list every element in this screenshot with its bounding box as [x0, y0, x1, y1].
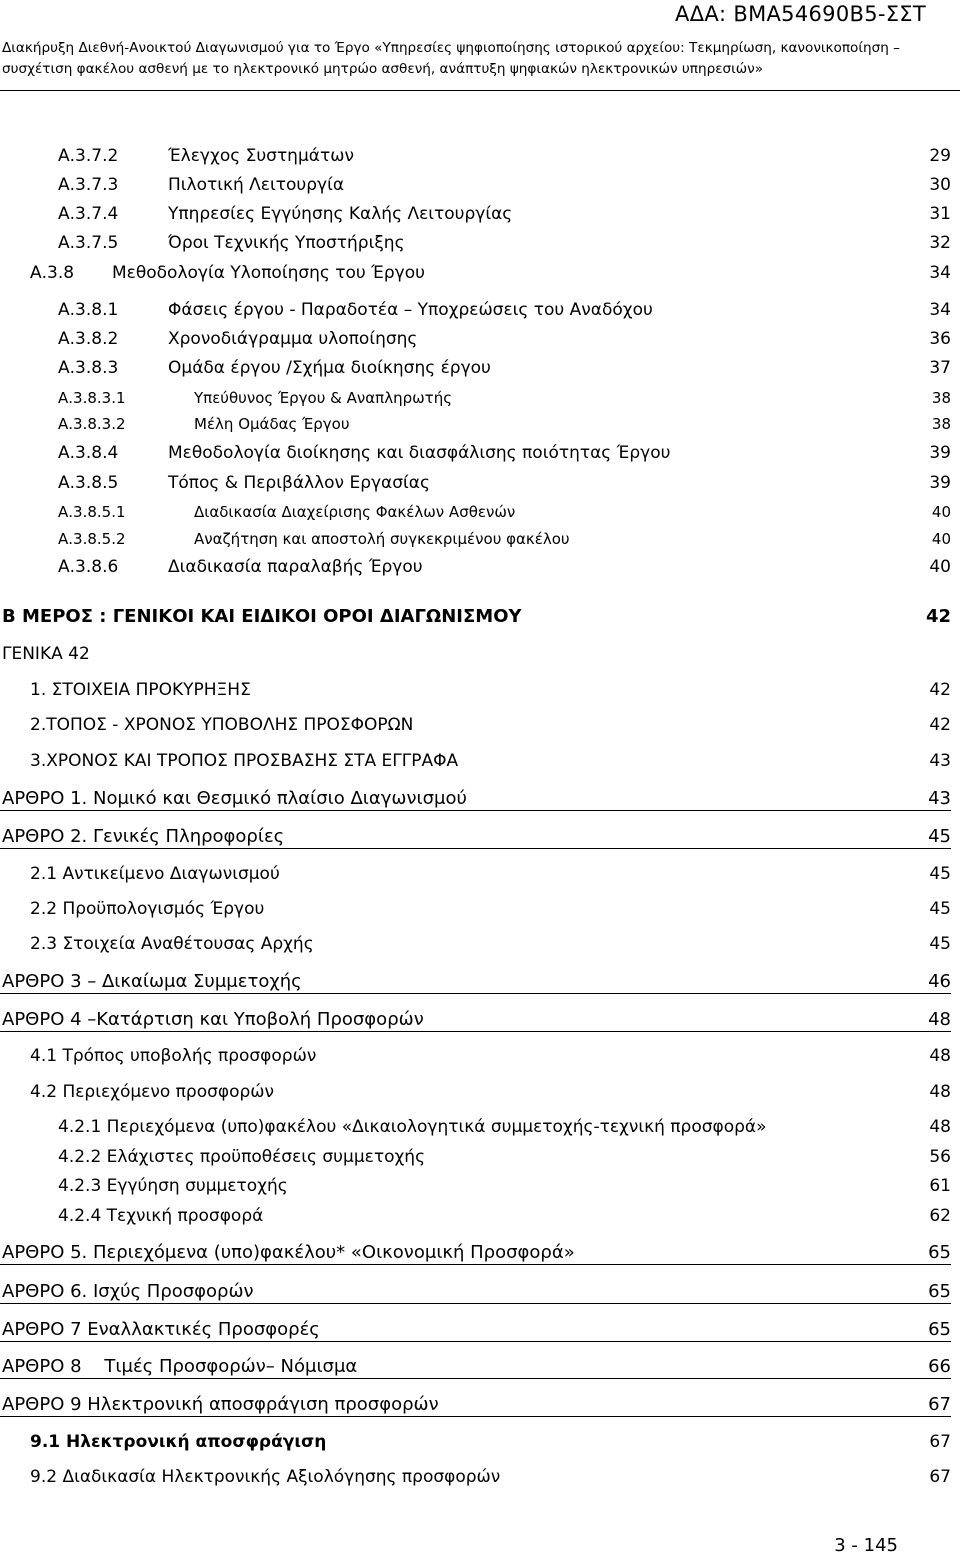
toc-page: 40 — [931, 530, 951, 548]
toc-text: Μεθοδολογία Υλοποίησης του Έργου — [112, 263, 425, 283]
article-row[interactable] — [0, 971, 960, 1001]
underline — [0, 993, 951, 994]
toc-row[interactable] — [0, 146, 960, 176]
toc-page: 48 — [929, 1117, 951, 1137]
toc-page: 61 — [929, 1176, 951, 1196]
toc-text: 4.2 Περιεχόμενο προσφορών — [30, 1082, 275, 1102]
toc-page: 37 — [929, 358, 951, 378]
toc-text: Διαδικασία παραλαβής Έργου — [168, 557, 423, 577]
toc-id: Α.3.8.3.1 — [58, 389, 126, 407]
article-text: ΑΡΘΡΟ 9 Ηλεκτρονική αποσφράγιση προσφορών — [2, 1394, 439, 1415]
toc-page: 38 — [931, 415, 951, 433]
article-row[interactable] — [0, 1319, 960, 1349]
toc-text: Υπεύθυνος Έργου & Αναπληρωτής — [194, 389, 453, 407]
toc-row[interactable] — [0, 680, 960, 710]
toc-row[interactable] — [0, 864, 960, 894]
toc-id: Α.3.8.1 — [58, 300, 119, 320]
toc-text: 2.3 Στοιχεία Αναθέτουσας Αρχής — [30, 934, 314, 954]
toc-row[interactable] — [0, 1117, 960, 1147]
article-page: 66 — [928, 1356, 951, 1377]
article-page: 45 — [928, 826, 951, 847]
article-row[interactable] — [0, 1281, 960, 1311]
article-page: 65 — [928, 1242, 951, 1263]
header-title-line2: συσχέτιση φακέλου ασθενή με το ηλεκτρονικό μητρώο ασθενή, ανάπτυξη ψηφιακών ηλεκτρονικών υπηρεσιών» — [2, 61, 764, 77]
toc-row[interactable] — [0, 175, 960, 205]
toc-id: Α.3.7.2 — [58, 146, 119, 166]
toc-id: Α.3.8.5 — [58, 473, 119, 493]
toc-id: Α.3.8.5.2 — [58, 530, 126, 548]
underline — [0, 848, 951, 849]
toc-text: Τόπος & Περιβάλλον Εργασίας — [168, 473, 430, 493]
toc-id: Α.3.8 — [30, 263, 75, 283]
toc-page: 36 — [929, 329, 951, 349]
toc-text: Μεθοδολογία διοίκησης και διασφάλισης ποιότητας Έργου — [168, 443, 671, 463]
article-page: 65 — [928, 1319, 951, 1340]
toc-row[interactable] — [0, 934, 960, 964]
general-text: ΓΕΝΙΚΑ 42 — [2, 644, 90, 664]
toc-text: 9.2 Διαδικασία Ηλεκτρονικής Αξιολόγησης προσφορών — [30, 1467, 501, 1487]
toc-text: Φάσεις έργου - Παραδοτέα – Υποχρεώσεις του Αναδόχου — [168, 300, 653, 320]
toc-page: 48 — [929, 1046, 951, 1066]
toc-page: 34 — [929, 300, 951, 320]
page-number: 3 - 145 — [834, 1535, 898, 1556]
toc-text: 2.1 Αντικείμενο Διαγωνισμού — [30, 864, 280, 884]
toc-page: 29 — [929, 146, 951, 166]
article-text: ΑΡΘΡΟ 7 Εναλλακτικές Προσφορές — [2, 1319, 320, 1340]
toc-id: Α.3.8.3 — [58, 358, 119, 378]
article-row[interactable] — [0, 1356, 960, 1386]
toc-id: Α.3.8.6 — [58, 557, 119, 577]
toc-id: Α.3.7.3 — [58, 175, 119, 195]
toc-row[interactable] — [0, 443, 960, 473]
toc-row[interactable] — [0, 751, 960, 781]
underline — [0, 1303, 951, 1304]
underline — [0, 1378, 951, 1379]
toc-text: 1. ΣΤΟΙΧΕΙΑ ΠΡΟΚΥΡΗΞΗΣ — [30, 680, 251, 700]
toc-id: Α.3.7.5 — [58, 233, 119, 253]
toc-page: 31 — [929, 204, 951, 224]
toc-text: Έλεγχος Συστημάτων — [168, 146, 354, 166]
underline — [0, 810, 951, 811]
toc-text: 4.2.3 Εγγύηση συμμετοχής — [58, 1176, 288, 1196]
toc-row[interactable] — [0, 233, 960, 263]
underline — [0, 1264, 951, 1265]
toc-page: 45 — [929, 899, 951, 919]
toc-page: 42 — [929, 715, 951, 735]
article-row[interactable] — [0, 1394, 960, 1424]
toc-row[interactable] — [0, 503, 960, 533]
document-header — [2, 38, 958, 80]
toc-text: Πιλοτική Λειτουργία — [168, 175, 345, 195]
header-title-line1: Διακήρυξη Διεθνή-Ανοικτού Διαγωνισμού για το Έργο «Υπηρεσίες ψηφιοποίησης ιστορικού αρχείου: Τεκμηρίωση, κανονικοποίηση – — [2, 40, 900, 56]
toc-row[interactable] — [0, 329, 960, 359]
article-row[interactable] — [0, 1009, 960, 1039]
toc-text: Υπηρεσίες Εγγύησης Καλής Λειτουργίας — [168, 204, 513, 224]
toc-page: 67 — [929, 1432, 951, 1452]
toc-page: 42 — [929, 680, 951, 700]
article-page: 46 — [928, 971, 951, 992]
toc-text: 2.2 Προϋπολογισμός Έργου — [30, 899, 265, 919]
toc-page: 34 — [929, 263, 951, 283]
toc-row[interactable] — [0, 557, 960, 587]
general-heading[interactable] — [0, 644, 960, 674]
article-text: ΑΡΘΡΟ 2. Γενικές Πληροφορίες — [2, 826, 285, 847]
article-page: 67 — [928, 1394, 951, 1415]
toc-page: 62 — [929, 1206, 951, 1226]
header-rule — [0, 90, 960, 91]
toc-row[interactable] — [0, 530, 960, 560]
toc-row[interactable] — [0, 1432, 960, 1462]
ada-code: ΑΔΑ: ΒΜΑ54690Β5-ΣΣΤ — [675, 2, 926, 26]
part-b-page: 42 — [925, 606, 951, 627]
toc-text: Διαδικασία Διαχείρισης Φακέλων Ασθενών — [194, 503, 516, 521]
toc-id: Α.3.8.4 — [58, 443, 119, 463]
article-page: 48 — [928, 1009, 951, 1030]
toc-row[interactable] — [0, 263, 960, 293]
article-page: 65 — [928, 1281, 951, 1302]
toc-text: 4.2.4 Τεχνική προσφορά — [58, 1206, 264, 1226]
toc-page: 30 — [929, 175, 951, 195]
article-text: ΑΡΘΡΟ 8 Τιμές Προσφορών– Νόμισμα — [2, 1356, 358, 1377]
underline — [0, 1416, 951, 1417]
toc-text: Μέλη Ομάδας Έργου — [194, 415, 350, 433]
toc-text: Χρονοδιάγραμμα υλοποίησης — [168, 329, 418, 349]
toc-page: 40 — [931, 503, 951, 521]
article-text: ΑΡΘΡΟ 6. Ισχύς Προσφορών — [2, 1281, 254, 1302]
toc-id: Α.3.8.5.1 — [58, 503, 126, 521]
toc-text: Ομάδα έργου /Σχήμα διοίκησης έργου — [168, 358, 491, 378]
toc-id: Α.3.8.3.2 — [58, 415, 126, 433]
article-row[interactable] — [0, 1242, 960, 1272]
toc-id: Α.3.7.4 — [58, 204, 119, 224]
part-b-title: Β ΜΕΡΟΣ : ΓΕΝΙΚΟΙ ΚΑΙ ΕΙΔΙΚΟΙ ΟΡΟΙ ΔΙΑΓΩΝΙΣΜΟΥ — [2, 606, 522, 627]
toc-page: 38 — [931, 389, 951, 407]
article-text: ΑΡΘΡΟ 5. Περιεχόμενα (υπο)φακέλου* «Οικονομική Προσφορά» — [2, 1242, 575, 1263]
toc-page: 32 — [929, 233, 951, 253]
article-row[interactable] — [0, 826, 960, 856]
toc-row[interactable] — [0, 1467, 960, 1497]
toc-row[interactable] — [0, 204, 960, 234]
toc-page: 45 — [929, 934, 951, 954]
toc-text: 3.ΧΡΟΝΟΣ ΚΑΙ ΤΡΟΠΟΣ ΠΡΟΣΒΑΣΗΣ ΣΤΑ ΕΓΓΡΑΦΑ — [30, 751, 459, 771]
toc-page: 48 — [929, 1082, 951, 1102]
toc-row[interactable] — [0, 358, 960, 388]
article-text: ΑΡΘΡΟ 3 – Δικαίωμα Συμμετοχής — [2, 971, 302, 992]
toc-text: Όροι Τεχνικής Υποστήριξης — [168, 233, 405, 253]
toc-row[interactable] — [0, 1082, 960, 1112]
toc-row[interactable] — [0, 715, 960, 745]
toc-page: 39 — [929, 473, 951, 493]
article-row[interactable] — [0, 788, 960, 818]
underline — [0, 1341, 951, 1342]
toc-row[interactable] — [0, 415, 960, 445]
toc-text: 4.2.1 Περιεχόμενα (υπο)φακέλου «Δικαιολογητικά συμμετοχής-τεχνική προσφορά» — [58, 1117, 767, 1137]
toc-text: 4.1 Τρόπος υποβολής προσφορών — [30, 1046, 317, 1066]
toc-row[interactable] — [0, 1206, 960, 1236]
toc-text: 2.ΤΟΠΟΣ - ΧΡΟΝΟΣ ΥΠΟΒΟΛΗΣ ΠΡΟΣΦΟΡΩΝ — [30, 715, 414, 735]
toc-row[interactable] — [0, 1147, 960, 1177]
toc-id: Α.3.8.2 — [58, 329, 119, 349]
article-page: 43 — [928, 788, 951, 809]
toc-row[interactable] — [0, 1176, 960, 1206]
toc-page: 39 — [929, 443, 951, 463]
toc-text: Αναζήτηση και αποστολή συγκεκριμένου φακέλου — [194, 530, 570, 548]
toc-row[interactable] — [0, 300, 960, 330]
toc-row[interactable] — [0, 899, 960, 929]
underline — [0, 1031, 951, 1032]
toc-text: 9.1 Ηλεκτρονική αποσφράγιση — [30, 1432, 327, 1452]
toc-row[interactable] — [0, 473, 960, 503]
toc-page: 56 — [929, 1147, 951, 1167]
article-text: ΑΡΘΡΟ 4 –Κατάρτιση και Υποβολή Προσφορών — [2, 1009, 424, 1030]
toc-page: 40 — [929, 557, 951, 577]
toc-page: 67 — [929, 1467, 951, 1487]
toc-page: 45 — [929, 864, 951, 884]
toc-row[interactable] — [0, 1046, 960, 1076]
toc-text: 4.2.2 Ελάχιστες προϋποθέσεις συμμετοχής — [58, 1147, 426, 1167]
part-b-heading[interactable] — [0, 606, 960, 636]
article-text: ΑΡΘΡΟ 1. Νομικό και Θεσμικό πλαίσιο Διαγωνισμού — [2, 788, 467, 809]
toc-page: 43 — [929, 751, 951, 771]
